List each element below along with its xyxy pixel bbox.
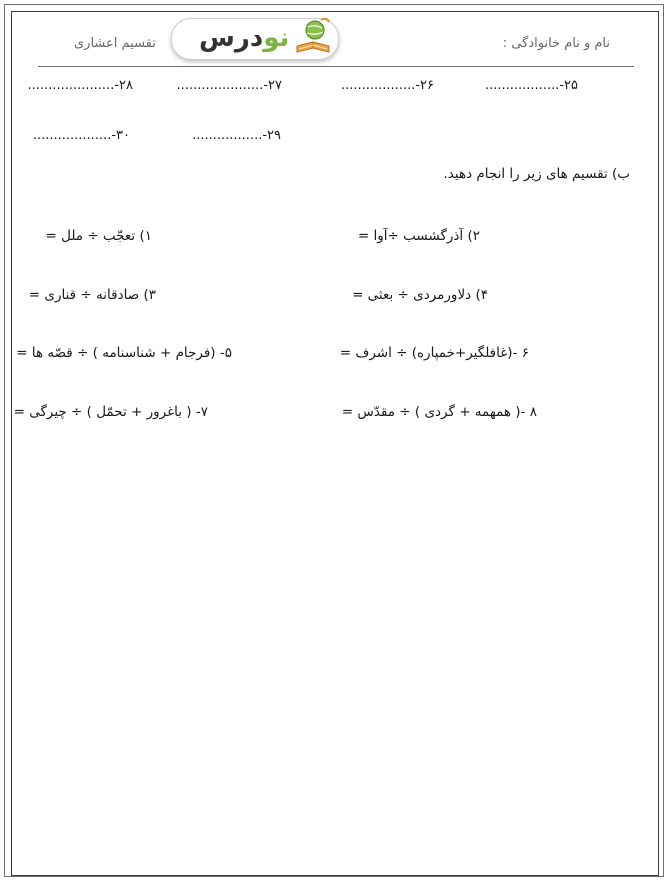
- logo-text-part2: نو: [263, 23, 290, 53]
- student-name-label: نام و نام خانوادگی :: [502, 36, 610, 51]
- worksheet-topic: تقسیم اعشاری: [74, 36, 156, 51]
- problem-1: ۱) تعجّب ÷ ملل =: [45, 228, 152, 244]
- logo-text-part1: درس: [199, 23, 264, 53]
- problem-2: ۲) آذرگشسب ÷آوا =: [357, 228, 480, 244]
- exercise-29: ۲۹-.................: [192, 128, 281, 143]
- problem-3: ۳) صادقانه ÷ قناری =: [28, 287, 156, 303]
- exercise-27: ۲۷-.....................: [176, 78, 282, 93]
- section-b-instruction: ب) تقسیم های زیر را انجام دهید.: [443, 166, 630, 182]
- problem-6: ۶ -(غافلگیر+خمپاره) ÷ اشرف =: [339, 345, 529, 361]
- exercise-26: ۲۶-..................: [340, 78, 434, 93]
- header-divider: [38, 66, 634, 67]
- exercise-25: ۲۵-..................: [484, 78, 578, 93]
- problem-7: ۷- ( باغرور + تحمّل ) ÷ چیرگی =: [13, 404, 208, 420]
- exercise-28: ۲۸-.....................: [27, 78, 133, 93]
- book-globe-icon: [292, 15, 334, 59]
- logo-text: [192, 21, 289, 55]
- exercise-30: ۳۰-...................: [32, 128, 130, 143]
- problem-8: ۸ -( همهمه + گردی ) ÷ مقدّس =: [341, 404, 537, 420]
- dars-no-logo: [171, 18, 339, 60]
- problem-4: ۴) دلاورمردی ÷ بعثی =: [352, 287, 488, 303]
- problem-5: ۵- (فرجام + شناسنامه ) ÷ قصّه ها =: [16, 345, 232, 361]
